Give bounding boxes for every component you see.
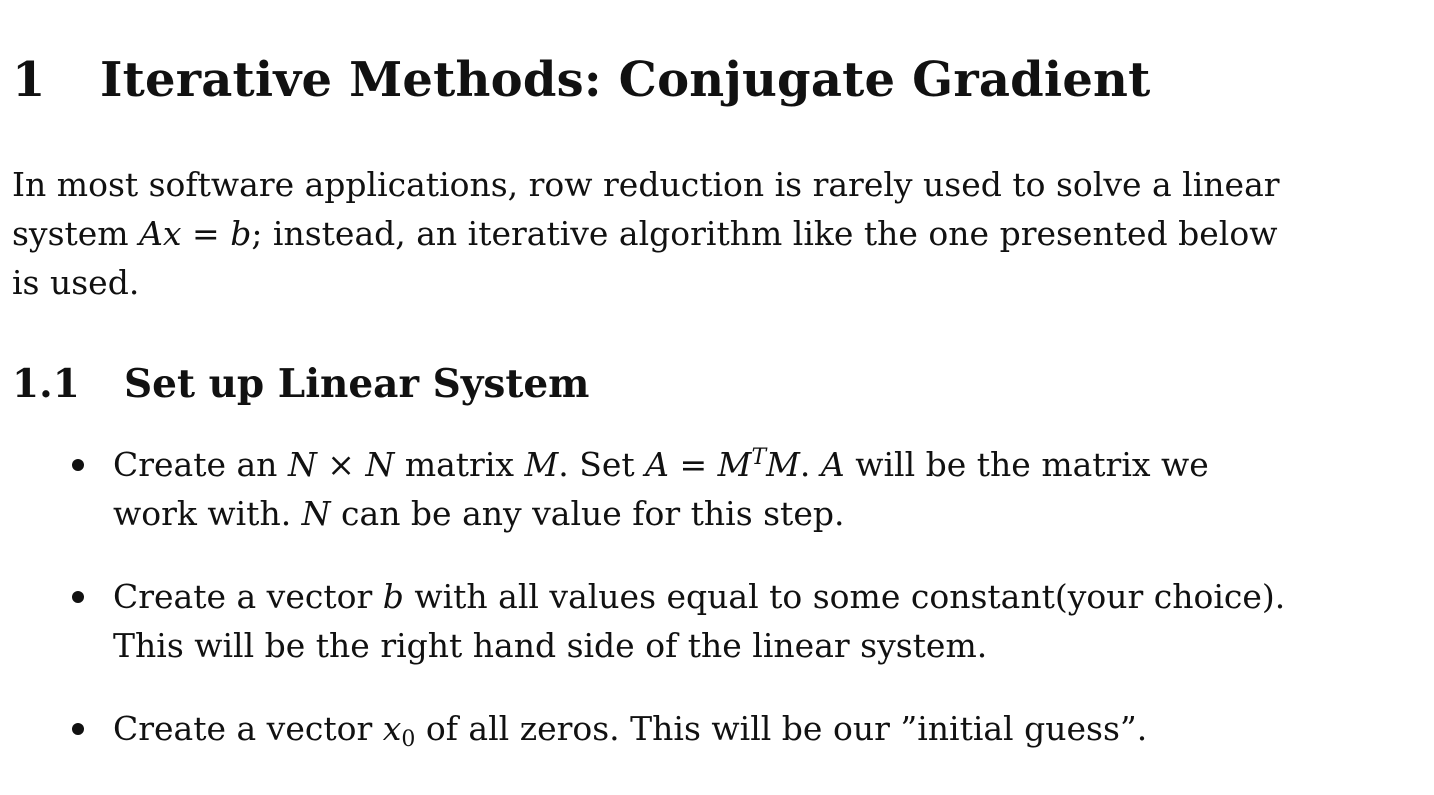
intro-paragraph bbox=[12, 160, 1340, 307]
bullet-3-line-1 bbox=[113, 704, 1373, 753]
math-a: A bbox=[820, 445, 845, 484]
bullet-1-text-c: . Set bbox=[558, 445, 646, 484]
subsection-heading bbox=[12, 361, 589, 407]
transpose-superscript: T bbox=[751, 445, 767, 470]
bullet-1-line-2 bbox=[113, 489, 1373, 538]
equation-rhs: b bbox=[230, 214, 252, 253]
section-title: Iterative Methods: Conjugate Gradient bbox=[100, 52, 1151, 108]
math-x: x bbox=[382, 709, 402, 748]
bullet-2-text-b: with all values equal to some constant(your choice). bbox=[403, 577, 1286, 616]
subsection-title: Set up Linear System bbox=[124, 361, 590, 407]
times-symbol: × bbox=[316, 445, 366, 484]
bullet-icon bbox=[72, 459, 84, 471]
intro-line-2 bbox=[12, 209, 1340, 258]
bullet-3-text-a: Create a vector bbox=[113, 709, 383, 748]
intro-line-2-start: system bbox=[12, 214, 140, 253]
subsection-number: 1.1 bbox=[12, 361, 80, 407]
intro-line-3: is used. bbox=[12, 263, 140, 302]
math-n: N bbox=[287, 445, 317, 484]
section-number: 1 bbox=[12, 52, 46, 108]
section-heading bbox=[12, 52, 1151, 108]
bullet-1-text-e: will be the matrix we bbox=[844, 445, 1209, 484]
bullet-1-text-b: matrix bbox=[394, 445, 525, 484]
math-n: N bbox=[301, 494, 331, 533]
bullet-icon bbox=[72, 723, 84, 735]
bullet-text-1 bbox=[113, 440, 1373, 538]
bullet-2-text-a: Create a vector bbox=[113, 577, 383, 616]
bullet-text-2 bbox=[113, 572, 1373, 670]
bullet-1-text-f: work with. bbox=[113, 494, 302, 533]
bullet-2-line-2: This will be the right hand side of the linear system. bbox=[113, 626, 988, 665]
equals-symbol: = bbox=[669, 445, 718, 484]
math-n: N bbox=[365, 445, 395, 484]
intro-line-2-end: ; instead, an iterative algorithm like the one presented below bbox=[251, 214, 1278, 253]
bullet-1-text-a: Create an bbox=[113, 445, 288, 484]
math-subscript-zero: 0 bbox=[401, 727, 416, 752]
math-a: A bbox=[645, 445, 669, 484]
bullet-1-text-g: can be any value for this step. bbox=[330, 494, 845, 533]
bullet-text-3 bbox=[113, 704, 1373, 753]
bullet-2-line-1 bbox=[113, 572, 1373, 621]
bullet-icon bbox=[72, 591, 84, 603]
bullet-1-text-d: . bbox=[799, 445, 821, 484]
intro-line-1: In most software applications, row reduction is rarely used to solve a linear bbox=[12, 165, 1280, 204]
math-m: M bbox=[717, 445, 752, 484]
bullet-3-text-b: of all zeros. This will be our ”initial guess”. bbox=[415, 709, 1148, 748]
math-m: M bbox=[524, 445, 559, 484]
math-b: b bbox=[382, 577, 404, 616]
equation-lhs: Ax bbox=[139, 214, 182, 253]
bullet-1-line-1 bbox=[113, 440, 1373, 489]
equation-operator: = bbox=[181, 214, 231, 253]
math-m: M bbox=[766, 445, 800, 484]
